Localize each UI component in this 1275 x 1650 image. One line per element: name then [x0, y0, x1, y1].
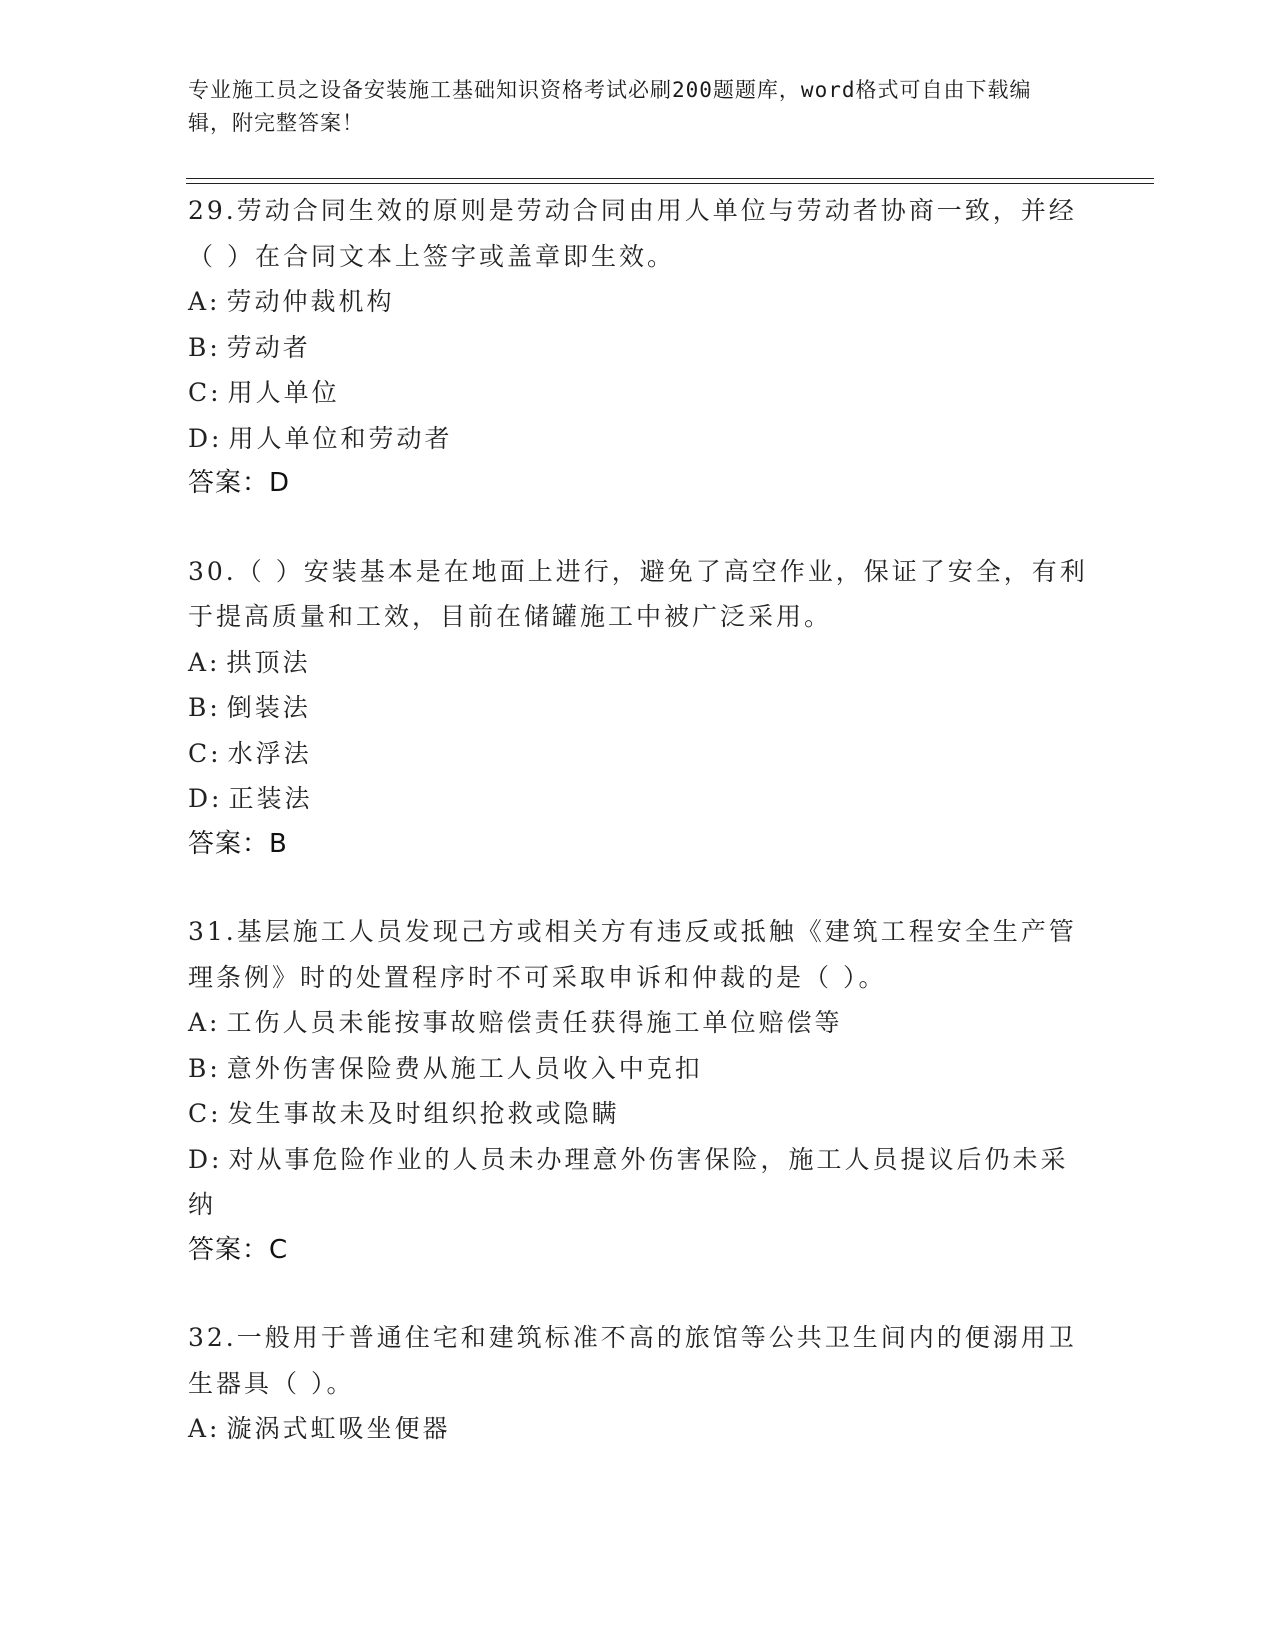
option-a: [188, 640, 1088, 686]
option-text: 漩涡式虹吸坐便器: [226, 1414, 451, 1443]
option-text: 正装法: [228, 784, 313, 813]
option-d: [188, 776, 1088, 822]
option-text: 对从事危险作业的人员未办理意外伤害保险，施工人员提议后仍未采纳: [188, 1144, 1069, 1219]
option-text: 倒装法: [226, 693, 311, 722]
question-stem: 31.基层施工人员发现己方或相关方有违反或抵触《建筑工程安全生产管理条例》时的处置程序时不可采取申诉和仲裁的是（ ）。: [188, 917, 1077, 992]
question-32: [188, 1315, 1088, 1452]
option-key: A:: [188, 287, 221, 316]
option-d: [188, 1137, 1088, 1228]
answer-line: 答案：D: [188, 468, 291, 498]
option-text: 用人单位: [227, 378, 340, 407]
option-text: 工伤人员未能按事故赔偿责任获得施工单位赔偿等: [226, 1008, 843, 1037]
answer-line: 答案：C: [188, 1234, 289, 1265]
answer-line: 答案：B: [188, 828, 288, 859]
option-text: 拱顶法: [226, 647, 311, 677]
question-list: [188, 188, 1088, 1494]
option-a: [188, 279, 1088, 325]
option-c: [188, 370, 1088, 416]
option-key: B:: [188, 693, 221, 722]
option-c: [188, 731, 1088, 777]
option-text: 劳动者: [226, 332, 311, 362]
option-text: 劳动仲裁机构: [226, 287, 395, 316]
option-key: A:: [188, 1414, 221, 1443]
header-divider-bottom: [186, 183, 1154, 184]
option-key: B:: [188, 332, 221, 362]
option-a: [188, 1000, 1088, 1046]
question-31: [188, 909, 1088, 1273]
option-text: 发生事故未及时组织抢救或隐瞒: [227, 1099, 620, 1128]
option-key: D:: [188, 423, 223, 453]
question-stem: 32.一般用于普通住宅和建筑标准不高的旅馆等公共卫生间内的便溺用卫生器具（ ）。: [188, 1323, 1077, 1398]
option-b: [188, 1046, 1088, 1092]
option-key: C:: [188, 378, 222, 407]
header-text: 专业施工员之设备安装施工基础知识资格考试必刷200题题库，word格式可自由下载编辑，附完整答案！: [188, 78, 1032, 135]
question-stem: 29.劳动合同生效的原则是劳动合同由用人单位与劳动者协商一致，并经（ ）在合同文本上签字或盖章即生效。: [188, 196, 1077, 271]
option-text: 用人单位和劳动者: [228, 423, 453, 453]
option-a: [188, 1406, 1088, 1452]
option-key: D:: [188, 784, 223, 813]
option-key: B:: [188, 1053, 221, 1083]
option-d: [188, 416, 1088, 462]
option-c: [188, 1091, 1088, 1137]
header-divider-top: [186, 178, 1154, 179]
option-key: A:: [188, 647, 221, 677]
question-stem: 30.（ ）安装基本是在地面上进行，避免了高空作业，保证了安全，有利于提高质量和工效，目前在储罐施工中被广泛采用。: [188, 556, 1088, 631]
option-text: 水浮法: [227, 738, 312, 768]
option-b: [188, 325, 1088, 371]
document-header: [188, 74, 1068, 140]
option-b: [188, 685, 1088, 731]
question-29: [188, 188, 1088, 507]
question-30: [188, 549, 1088, 868]
option-key: C:: [188, 1099, 222, 1128]
option-key: D:: [188, 1144, 223, 1174]
option-key: A:: [188, 1008, 221, 1037]
option-key: C:: [188, 738, 222, 768]
option-text: 意外伤害保险费从施工人员收入中克扣: [226, 1053, 703, 1083]
